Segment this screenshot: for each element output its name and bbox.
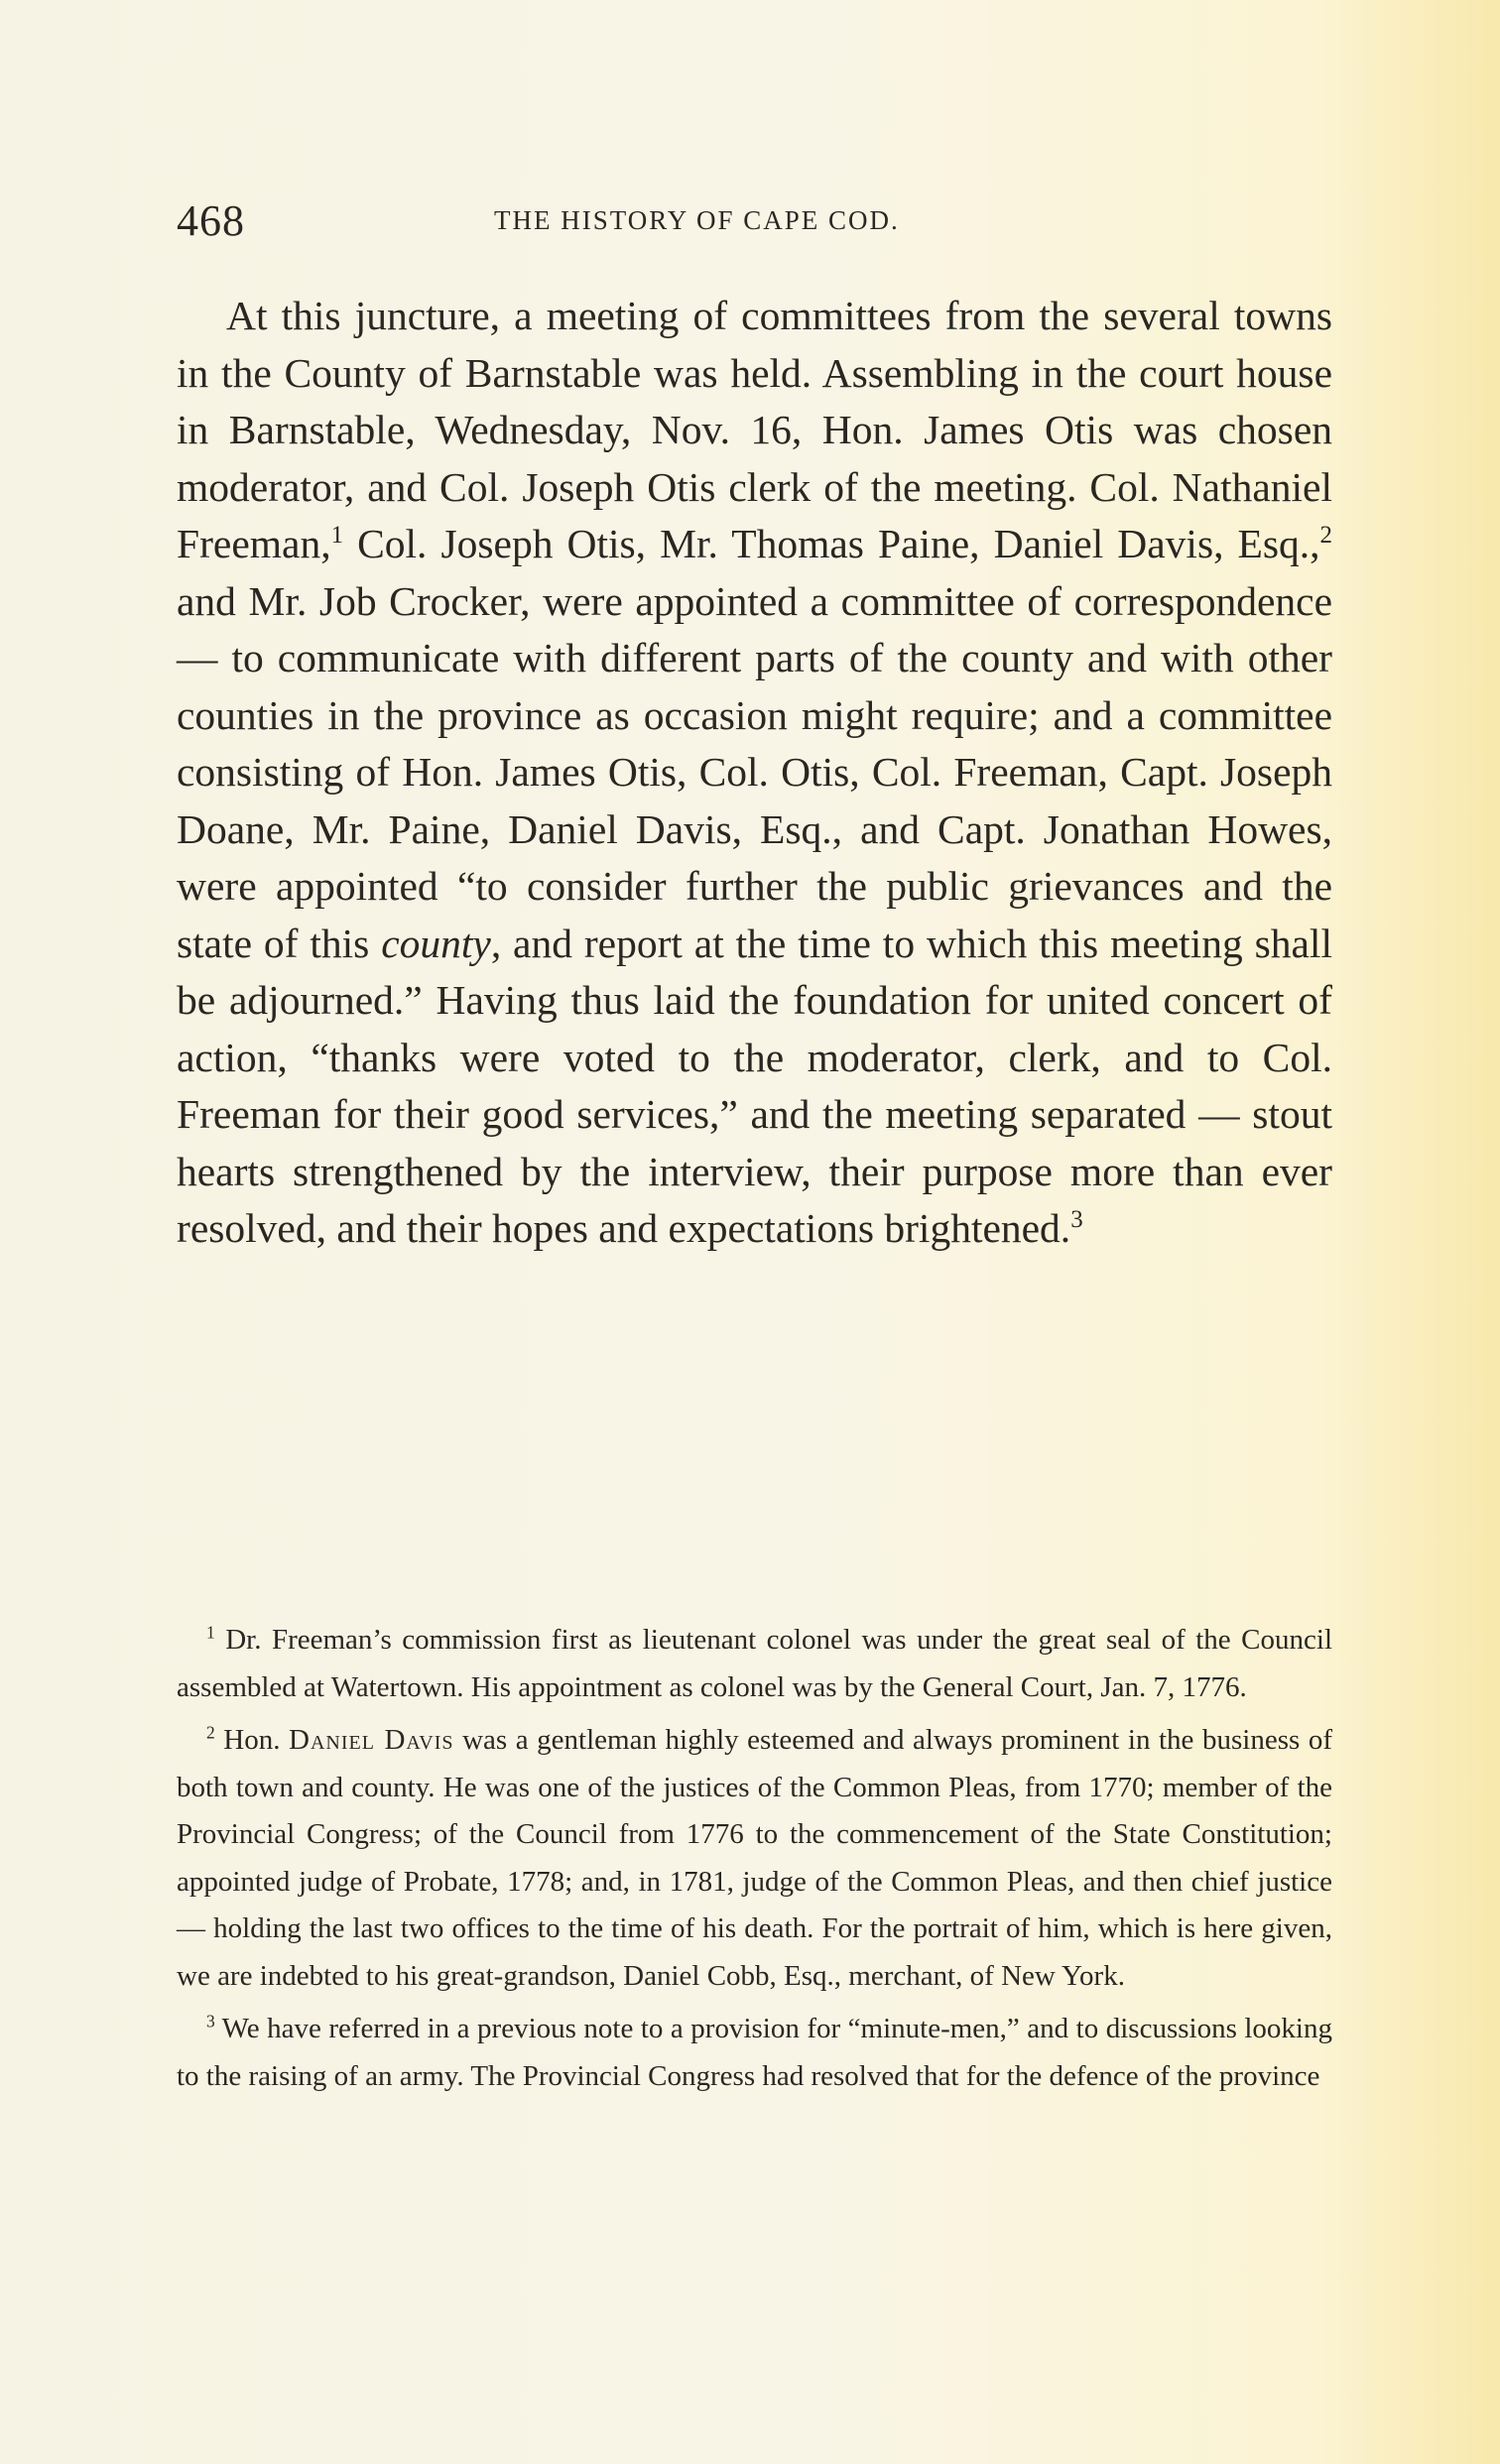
footnote-2-text: was a gentleman highly esteemed and always prominent in the business of both town and county. He was one of the justices of the Common Pleas, from 1770; member of the Provincial Congress; of the Council from 1776 to the commencement of the State Constitution; appointed judge of Probate, 1778; and, in 1781, judge of the Common Pleas, and then chief justice — holding the last two offices to the time of his death. For the portrait of him, which is here given, we are indebted to his great-grandson, Daniel Cobb, Esq., merchant, of New York. xyxy=(177,1724,1332,1992)
body-text-part-3: and Mr. Job Crocker, were appointed a committee of correspondence — to communicate with different parts of the county and with other counties in the province as occasion might require; and a committee consisting of Hon. James Otis, Col. Otis, Col. Freeman, Capt. Joseph Doane, Mr. Paine, Daniel Davis, Esq., and Capt. Jonathan Howes, were appointed “to consider further the public grievances and the state of this xyxy=(177,577,1332,966)
main-text xyxy=(177,288,1332,1258)
body-text-part-4: , and report at the time to which this meeting shall be adjourned.” Having thus laid the foundation for united concert of action, “thanks were voted to the moderator, clerk, and to Col. Freeman for their good services,” and the meeting separated — stout hearts strengthened by the interview, their purpose more than ever resolved, and their hopes and expectations brightened. xyxy=(177,920,1332,1251)
footnote-mark-1: 1 xyxy=(206,1622,215,1643)
footnote-3-text: We have referred in a previous note to a provision for “minute-men,” and to discussions looking to the raising of an army. The Provincial Congress had resolved that for the defence of the province xyxy=(177,2013,1332,2092)
footnote-ref-1: 1 xyxy=(330,522,344,550)
footnote-2 xyxy=(177,1717,1332,2000)
italic-county: county xyxy=(381,920,491,966)
running-title: THE HISTORY OF CAPE COD. xyxy=(494,205,900,235)
footnote-2-name: Daniel Davis xyxy=(289,1724,454,1756)
footnote-ref-2: 2 xyxy=(1319,522,1332,550)
page-number: 468 xyxy=(177,196,245,245)
footnote-mark-3: 3 xyxy=(206,2011,215,2032)
footnote-3 xyxy=(177,2006,1332,2100)
footnote-mark-2: 2 xyxy=(206,1722,215,1743)
footnote-1-text: Dr. Freeman’s commission first as lieutenant colonel was under the great seal of the Council assembled at Watertown. His appointment as colonel was by the General Court, Jan. 7, 1776. xyxy=(177,1624,1332,1703)
footnote-2-lead: Hon. xyxy=(214,1724,290,1756)
body-text-part-1: At this juncture, a meeting of committees from the several towns in the County of Barnstable was held. Assembling in the court house in Barnstable, Wednesday, Nov. 16, Hon. James Otis was chosen moderator, and Col. Joseph Otis clerk of the meeting. Col. Nathaniel Freeman, xyxy=(177,293,1332,566)
footnotes xyxy=(177,1617,1332,2106)
body-text-part-2: Col. Joseph Otis, Mr. Thomas Paine, Daniel Davis, Esq., xyxy=(343,521,1320,566)
body-paragraph xyxy=(177,288,1332,1258)
footnote-1 xyxy=(177,1617,1332,1711)
page-header xyxy=(177,194,1332,248)
footnote-ref-3: 3 xyxy=(1070,1206,1083,1234)
